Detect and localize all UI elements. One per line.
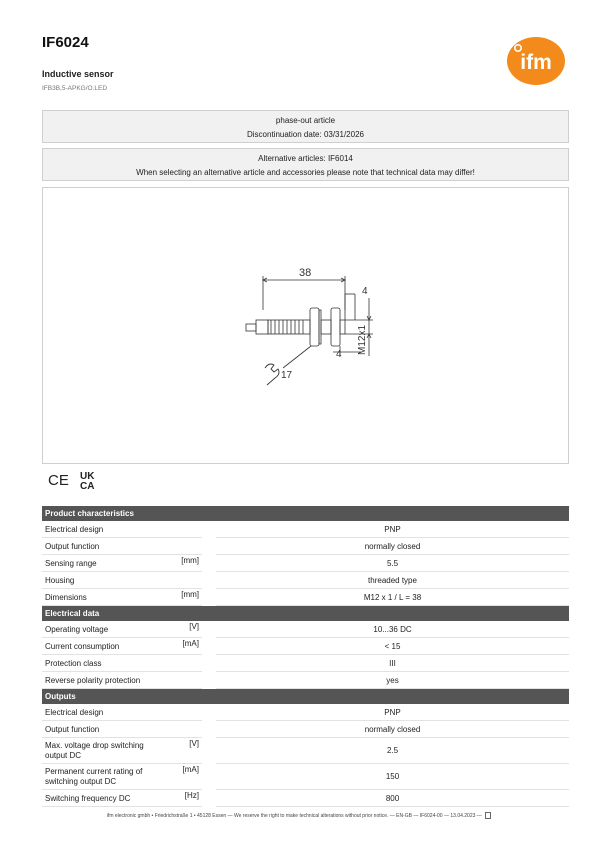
notice-line: phase-out article (275, 116, 336, 125)
spec-row (42, 721, 569, 738)
footer-page-icon (485, 812, 491, 819)
spec-unit: [mA] (166, 638, 202, 655)
spec-value: 5.5 (216, 555, 569, 572)
spec-row (42, 621, 569, 638)
spec-unit: [mA] (166, 764, 202, 790)
spec-unit (166, 572, 202, 589)
spec-row (42, 572, 569, 589)
spec-value: yes (216, 672, 569, 689)
spec-row (42, 704, 569, 721)
spec-row (42, 764, 569, 790)
spec-name: Housing (42, 572, 166, 589)
spec-row (42, 521, 569, 538)
dim-wrench-label: 17 (281, 370, 293, 381)
spec-unit: [mm] (166, 555, 202, 572)
spec-value: M12 x 1 / L = 38 (216, 589, 569, 606)
dim-thread-label: M12x1 (357, 324, 368, 355)
spec-name: Output function (42, 538, 166, 555)
spec-value: III (216, 655, 569, 672)
spec-unit (166, 538, 202, 555)
spec-name: Current consumption (42, 638, 166, 655)
spec-name: Electrical design (42, 521, 166, 538)
spec-name: Max. voltage drop switching output DC (42, 738, 166, 764)
spec-row (42, 790, 569, 807)
section-title: Electrical data (42, 606, 569, 622)
spec-unit: [Hz] (166, 790, 202, 807)
section-header (42, 606, 569, 622)
spec-value: normally closed (216, 721, 569, 738)
certification-marks (46, 468, 106, 492)
spec-name: Protection class (42, 655, 166, 672)
spec-name: Output function (42, 721, 166, 738)
ukca-mark-bottom: CA (80, 481, 95, 492)
spec-value: PNP (216, 521, 569, 538)
spec-value: 800 (216, 790, 569, 807)
spec-unit (166, 721, 202, 738)
product-code: IFB3B,5-APKG/O.LED (42, 85, 108, 92)
spec-row (42, 538, 569, 555)
spec-value: < 15 (216, 638, 569, 655)
phase-out-notice (42, 110, 569, 143)
spec-value: 10...36 DC (216, 621, 569, 638)
page-footer (0, 812, 598, 819)
section-header (42, 689, 569, 705)
dim-bottom-label: 4 (336, 349, 342, 360)
dimension-drawing (42, 187, 569, 464)
spec-name: Operating voltage (42, 621, 166, 638)
notice-line: Alternative articles: IF6014 (258, 154, 353, 163)
footer-text: ifm electronic gmbh • Friedrichstraße 1 • 45128 Essen — We reserve the right to make technical alterations without prior notice. — EN-GB — IF6024-00 — 13.04.2023 — (106, 812, 482, 819)
spec-row (42, 655, 569, 672)
ukca-mark-top: UK (80, 471, 95, 482)
notice-line: Discontinuation date: 03/31/2026 (247, 130, 364, 139)
spec-row (42, 672, 569, 689)
ce-mark: CE (48, 472, 69, 489)
spec-unit (166, 672, 202, 689)
section-title: Outputs (42, 689, 569, 705)
spec-unit: [mm] (166, 589, 202, 606)
sensor-drawing-svg (43, 188, 570, 465)
spec-unit (166, 521, 202, 538)
spec-name: Switching frequency DC (42, 790, 166, 807)
spec-value: threaded type (216, 572, 569, 589)
section-header (42, 506, 569, 521)
logo-text: ifm (520, 51, 552, 74)
spec-name: Electrical design (42, 704, 166, 721)
ifm-logo (505, 36, 565, 86)
spec-name: Reverse polarity protection (42, 672, 166, 689)
wrench-icon (265, 364, 279, 385)
spec-unit: [V] (166, 738, 202, 764)
product-subtitle: Inductive sensor (42, 69, 114, 79)
spec-unit: [V] (166, 621, 202, 638)
notice-line: When selecting an alternative article and accessories please note that technical data may differ! (136, 168, 475, 177)
dim-top-label: 4 (362, 286, 368, 297)
spec-name: Dimensions (42, 589, 166, 606)
spec-value: 2.5 (216, 738, 569, 764)
product-title: IF6024 (42, 34, 89, 51)
spec-row (42, 738, 569, 764)
alternative-notice (42, 148, 569, 181)
spec-name: Permanent current rating of switching output DC (42, 764, 166, 790)
section-title: Product characteristics (42, 506, 569, 521)
spec-value: PNP (216, 704, 569, 721)
spec-value: 150 (216, 764, 569, 790)
spec-row (42, 589, 569, 606)
spec-value: normally closed (216, 538, 569, 555)
dim-length-label: 38 (299, 267, 312, 279)
spec-row (42, 555, 569, 572)
spec-row (42, 638, 569, 655)
spec-table (42, 506, 569, 807)
spec-unit (166, 704, 202, 721)
spec-name: Sensing range (42, 555, 166, 572)
spec-unit (166, 655, 202, 672)
